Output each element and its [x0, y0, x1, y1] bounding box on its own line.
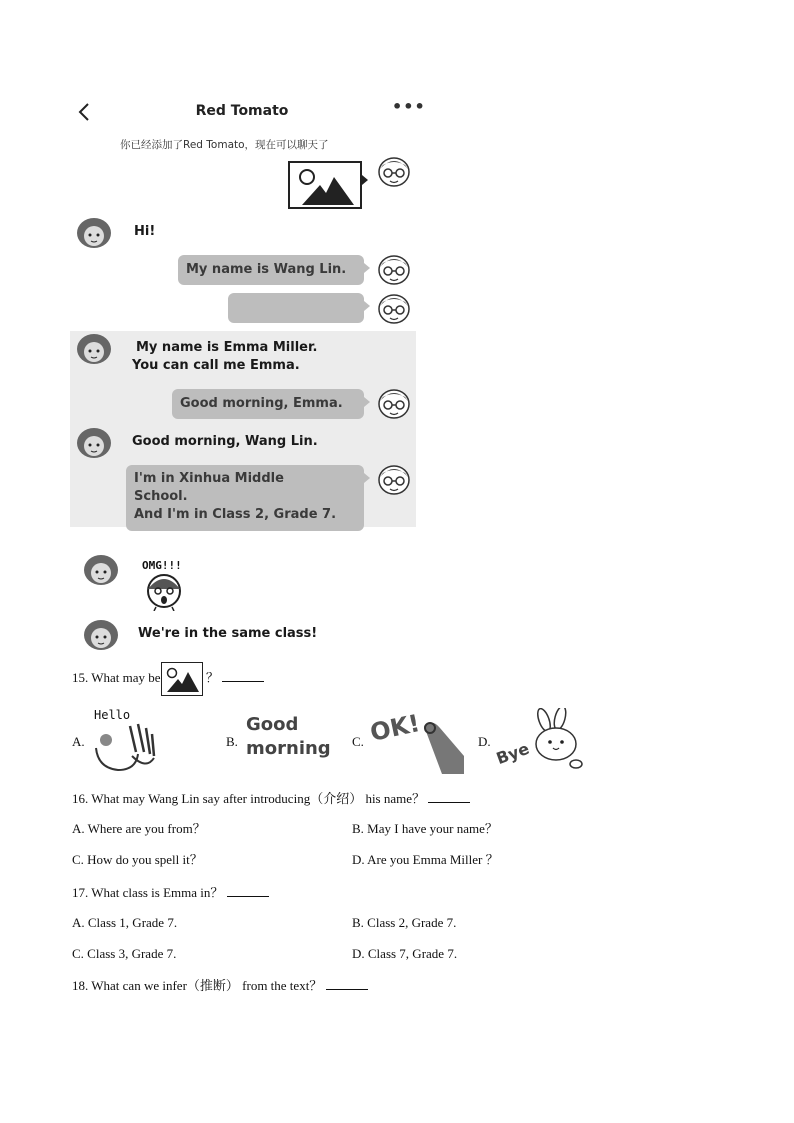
- ok-hand-icon: [418, 716, 468, 774]
- message-good-morning-emma: Good morning, Emma.: [172, 389, 364, 419]
- question-15-stem: 15. What may be: [72, 669, 161, 685]
- boy-avatar-icon: [375, 387, 413, 421]
- boy-avatar-icon: [375, 463, 413, 497]
- option-b-label[interactable]: B.: [226, 734, 238, 749]
- question-16-stem: 16. What may Wang Lin say after introducing（介绍） his name？: [72, 791, 426, 806]
- girl-avatar-icon: [82, 552, 120, 586]
- message-emma-name-line1: My name is Emma Miller.: [136, 340, 318, 355]
- boy-avatar-icon: [375, 253, 413, 287]
- good-text: Good: [246, 714, 299, 735]
- question-15-mark: ？: [205, 669, 219, 685]
- option-a-hello-sticker[interactable]: [88, 706, 168, 774]
- picture-placeholder-icon: [161, 662, 203, 696]
- shocked-girl-icon: [142, 571, 188, 611]
- question-17-option-b[interactable]: B. Class 2, Grade 7.: [352, 915, 457, 930]
- option-a-label[interactable]: A.: [72, 734, 85, 749]
- option-d-bye-sticker[interactable]: [494, 708, 586, 772]
- bye-text: Bye: [493, 738, 532, 769]
- girl-avatar-icon: [75, 215, 113, 249]
- message-same-class: We're in the same class!: [138, 626, 318, 641]
- omg-sticker-text: OMG!!!: [142, 559, 182, 572]
- chat-title: Red Tomato: [195, 103, 289, 119]
- message-blank: [228, 293, 364, 323]
- question-17-option-c[interactable]: C. Class 3, Grade 7.: [72, 946, 177, 961]
- answer-blank[interactable]: [428, 790, 470, 803]
- picture-message[interactable]: [288, 161, 362, 209]
- girl-avatar-icon: [82, 617, 120, 651]
- question-16-option-b[interactable]: B. May I have your name？: [352, 821, 498, 836]
- morning-text: morning: [246, 738, 331, 759]
- option-d-label[interactable]: D.: [478, 734, 491, 749]
- omg-sticker: [136, 555, 196, 611]
- question-16: [72, 790, 470, 807]
- chat-screenshot: [70, 95, 426, 655]
- hello-text: Hello: [94, 708, 131, 722]
- option-c-ok-sticker[interactable]: [368, 706, 468, 774]
- message-school-line3: And I'm in Class 2, Grade 7.: [134, 507, 337, 522]
- girl-avatar-icon: [75, 331, 113, 365]
- question-16-option-c[interactable]: C. How do you spell it？: [72, 852, 203, 867]
- boy-avatar-icon: [375, 292, 413, 326]
- question-18: [72, 977, 368, 994]
- rabbit-icon: [528, 708, 586, 770]
- question-17-option-a[interactable]: A. Class 1, Grade 7.: [72, 915, 178, 930]
- question-17-stem: 17. What class is Emma in？: [72, 885, 224, 900]
- option-c-label[interactable]: C.: [352, 734, 364, 749]
- picture-placeholder-icon: [290, 163, 360, 207]
- system-message: 你已经添加了Red Tomato，现在可以聊天了: [120, 139, 329, 151]
- message-school-line2: School.: [134, 489, 188, 504]
- message-wang-lin-name: My name is Wang Lin.: [178, 255, 364, 285]
- message-emma-name-line2: You can call me Emma.: [132, 358, 300, 373]
- message-school-line1: I'm in Xinhua Middle: [134, 471, 284, 486]
- question-17-option-d[interactable]: D. Class 7, Grade 7.: [352, 946, 458, 961]
- message-school-class: [126, 465, 364, 531]
- waving-hand-icon: [88, 718, 168, 774]
- answer-blank[interactable]: [227, 884, 269, 897]
- girl-avatar-icon: [75, 425, 113, 459]
- answer-blank[interactable]: [222, 669, 264, 682]
- message-hi: Hi!: [134, 224, 156, 239]
- question-16-option-a[interactable]: A. Where are you from？: [72, 821, 206, 836]
- message-good-morning-wang-lin: Good morning, Wang Lin.: [132, 434, 318, 449]
- question-16-option-d[interactable]: D. Are you Emma Miller ？: [352, 852, 499, 867]
- question-18-stem: 18. What can we infer（推断） from the text？: [72, 978, 323, 993]
- question-15: [72, 662, 264, 696]
- more-options-icon[interactable]: •••: [392, 97, 426, 116]
- option-b-good-morning-sticker[interactable]: [244, 712, 334, 768]
- boy-avatar-icon: [375, 155, 413, 189]
- question-17: [72, 884, 269, 901]
- ok-text: OK!: [367, 709, 423, 747]
- answer-blank[interactable]: [326, 977, 368, 990]
